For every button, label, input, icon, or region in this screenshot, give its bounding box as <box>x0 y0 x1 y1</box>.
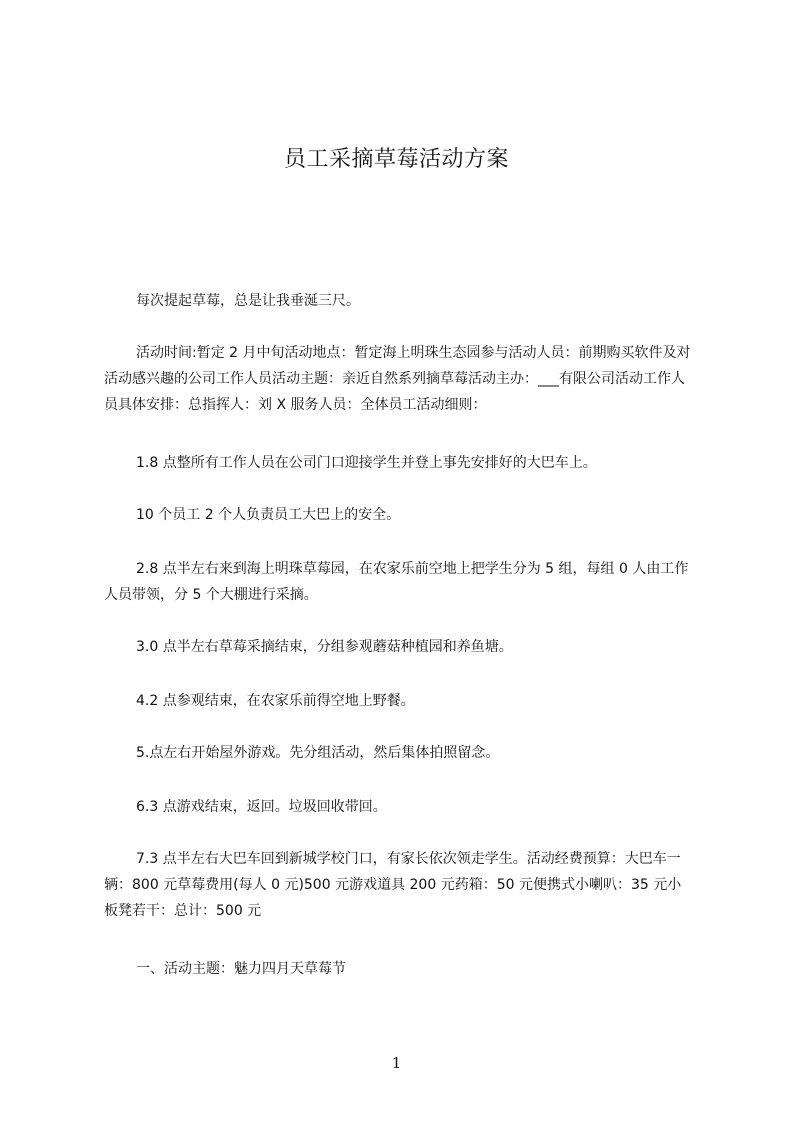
paragraph-safety: 10 个员工 2 个人负责员工大巴上的安全。 <box>136 507 401 523</box>
paragraph-item-3: 3.0 点半左右草莓采摘结束，分组参观蘑菇种植园和养鱼塘。 <box>136 639 513 655</box>
paragraph-item-7-budget: 7.3 点半左右大巴车回到新城学校门口，有家长依次领走学生。活动经费预算：大巴车一辆：800 元草莓费用(每人 0 元)500 元游戏道具 200 元药箱：50 元便携式小喇叭：35 元小板凳若干：总计：500 元 <box>104 851 682 919</box>
paragraph-activity-info: 活动时间:暂定 2 月中旬活动地点：暂定海上明珠生态园参与活动人员：前期购买软件及对活动感兴趣的公司工作人员活动主题：亲近自然系列摘草莓活动主办：___有限公司活动工作人员具体安排：总指挥人：刘 X 服务人员：全体员工活动细则： <box>104 345 691 413</box>
paragraph-item-6: 6.3 点游戏结束，返回。垃圾回收带回。 <box>136 799 387 815</box>
section-heading-theme: 一、活动主题：魅力四月天草莓节 <box>136 961 346 977</box>
paragraph-item-5: 5.点左右开始屋外游戏。先分组活动，然后集体拍照留念。 <box>136 745 500 761</box>
paragraph-item-1: 1.8 点整所有工作人员在公司门口迎接学生并登上事先安排好的大巴车上。 <box>136 455 597 471</box>
page-number: 1 <box>391 1054 402 1072</box>
document-title: 员工采摘草莓活动方案 <box>283 147 509 172</box>
paragraph-intro: 每次提起草莓，总是让我垂涎三尺。 <box>136 293 360 309</box>
paragraph-item-4: 4.2 点参观结束，在农家乐前得空地上野餐。 <box>136 693 415 709</box>
paragraph-item-2: 2.8 点半左右来到海上明珠草莓园，在农家乐前空地上把学生分为 5 组，每组 0 人由工作人员带领，分 5 个大棚进行采摘。 <box>104 561 689 603</box>
